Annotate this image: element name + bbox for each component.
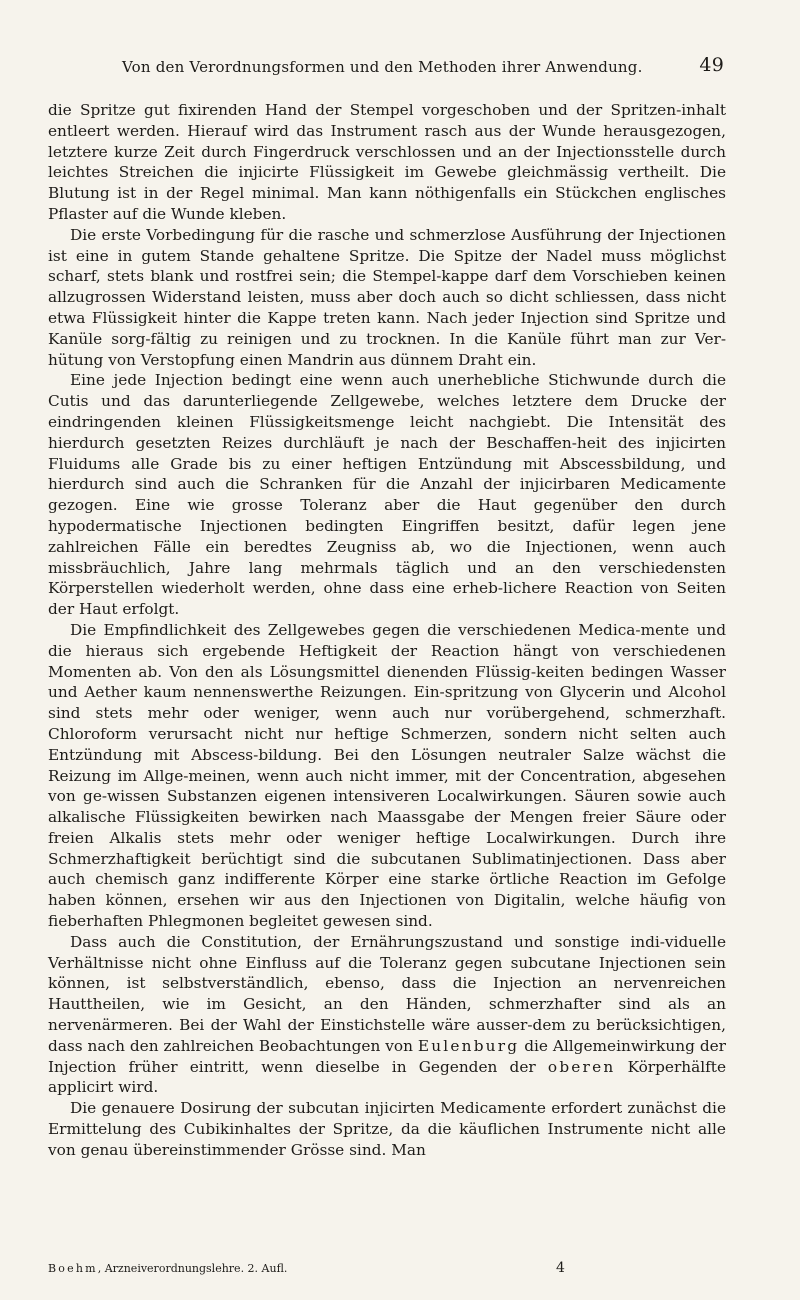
paragraph-5-part-b: die Allgemeinwirkung der Injection früher eintritt, wenn dieselbe in Gegenden der	[48, 1036, 726, 1076]
footer-imprint	[48, 1262, 287, 1275]
paragraph-6: Die genauere Dosirung der subcutan injicirten Medicamente erfordert zunächst die Ermittelung des Cubikinhaltes der Spritze, da die käuflichen Instrumente nicht alle von genau übereinstimmender Grösse sind. Man	[48, 1099, 726, 1159]
paragraph-5	[48, 932, 726, 1098]
page-number: 49	[699, 54, 724, 76]
paragraph-5-part-c: Körperhälfte applicirt wird.	[48, 1057, 726, 1097]
signature-mark: 4	[556, 1260, 565, 1276]
paragraph-3: Eine jede Injection bedingt eine wenn auch unerhebliche Stichwunde durch die Cutis und das darunterliegende Zellgewebe, welches letztere dem Drucke der eindringenden kleinen Flüssigkeitsmenge leicht nachgiebt. Die Intensität des hierdurch gesetzten Reizes durchläuft je nach der Beschaffen-heit des injicirten Fluidums alle Grade bis zu einer heftigen Entzündung mit Abscessbildung, und hierdurch sind auch die Schranken für die Anzahl der injicirbaren Medicamente gezogen. Eine wie grosse Toleranz aber die Haut gegenüber den durch hypodermatische Injectionen bedingten Eingriffen besitzt, dafür legen jene zahlreichen Fälle ein beredtes Zeugniss ab, wo die Injectionen, wenn auch missbräuchlich, Jahre lang mehrmals täglich und an den verschiedensten Körperstellen wiederholt werden, ohne dass eine erheb-lichere Reaction von Seiten der Haut erfolgt.	[48, 371, 726, 619]
running-header	[48, 56, 724, 86]
author-name-eulenburg: Eulenburg	[417, 1036, 520, 1055]
paragraph-1: die Spritze gut fixirenden Hand der Stempel vorgeschoben und der Spritzen-inhalt entleert werden. Hierauf wird das Instrument rasch aus der Wunde herausgezogen, letztere kurze Zeit durch Fingerdruck verschlossen und an der Injectionsstelle durch leichtes Streichen die injicirte Flüssigkeit im Gewebe gleichmässig vertheilt. Die Blutung ist in der Regel minimal. Man kann nöthigenfalls ein Stückchen englisches Pflaster auf die Wunde kleben.	[48, 101, 726, 223]
paragraph-4: Die Empfindlichkeit des Zellgewebes gegen die verschiedenen Medica-mente und die hieraus sich ergebende Heftigkeit der Reaction hängt von verschiedenen Momenten ab. Von den als Lösungsmittel dienenden Flüssig-keiten bedingen Wasser und Aether kaum nennenswerthe Reizungen. Ein-spritzung von Glycerin und Alcohol sind stets mehr oder weniger, wenn auch nur vorübergehend, schmerzhaft. Chloroform verursacht nicht nur heftige Schmerzen, sondern nicht selten auch Entzündung mit Abscess-bildung. Bei den Lösungen neutraler Salze wächst die Reizung im Allge-meinen, wenn auch nicht immer, mit der Concentration, abgesehen von ge-wissen Substanzen eigenen intensiveren Localwirkungen. Säuren sowie auch alkalische Flüssigkeiten bewirken nach Maassgabe der Mengen freier Säure oder freien Alkalis stets mehr oder weniger heftige Localwirkungen. Durch ihre Schmerzhaftigkeit berüchtigt sind die subcutanen Sublimatinjectionen. Dass aber auch chemisch ganz indifferente Körper eine starke örtliche Reaction im Gefolge haben können, ersehen wir aus den Injectionen von Digitalin, welche häufig von fieberhaften Phlegmonen begleitet gewesen sind.	[48, 620, 726, 931]
body-text	[48, 100, 726, 1161]
footer-author: Boehm	[48, 1262, 98, 1275]
paragraph-2: Die erste Vorbedingung für die rasche und schmerzlose Ausführung der Injectionen ist eine in gutem Stande gehaltene Spritze. Die Spitze der Nadel muss möglichst scharf, stets blank und rostfrei sein; die Stempel-kappe darf dem Vorschieben keinen allzugrossen Widerstand leisten, muss aber doch auch so dicht schliessen, dass nicht etwa Flüssigkeit hinter die Kappe treten kann. Nach jeder Injection sind Spritze und Kanüle sorg-fältig zu reinigen und zu trocknen. In die Kanüle führt man zur Ver-hütung von Verstopfung einen Mandrin aus dünnem Draht ein.	[48, 225, 726, 369]
footer-work: , Arzneiverordnungslehre. 2. Aufl.	[97, 1262, 288, 1275]
emphasis-oberen: oberen	[547, 1057, 616, 1076]
paragraph-5-part-a: Dass auch die Constitution, der Ernährungszustand und sonstige indi-viduelle Verhältnisse nicht ohne Einfluss auf die Toleranz gegen subcutane Injectionen sein können, ist selbstverständlich, ebenso, dass die Injection an nervenreichen Hauttheilen, wie im Gesicht, an den Händen, schmerzhafter sind als an nervenärmeren. Bei der Wahl der Einstichstelle wäre ausser-dem zu berücksichtigen, dass nach den zahlreichen Beobachtungen von	[48, 932, 726, 1055]
running-title: Von den Verordnungsformen und den Methoden ihrer Anwendung.	[122, 58, 643, 76]
